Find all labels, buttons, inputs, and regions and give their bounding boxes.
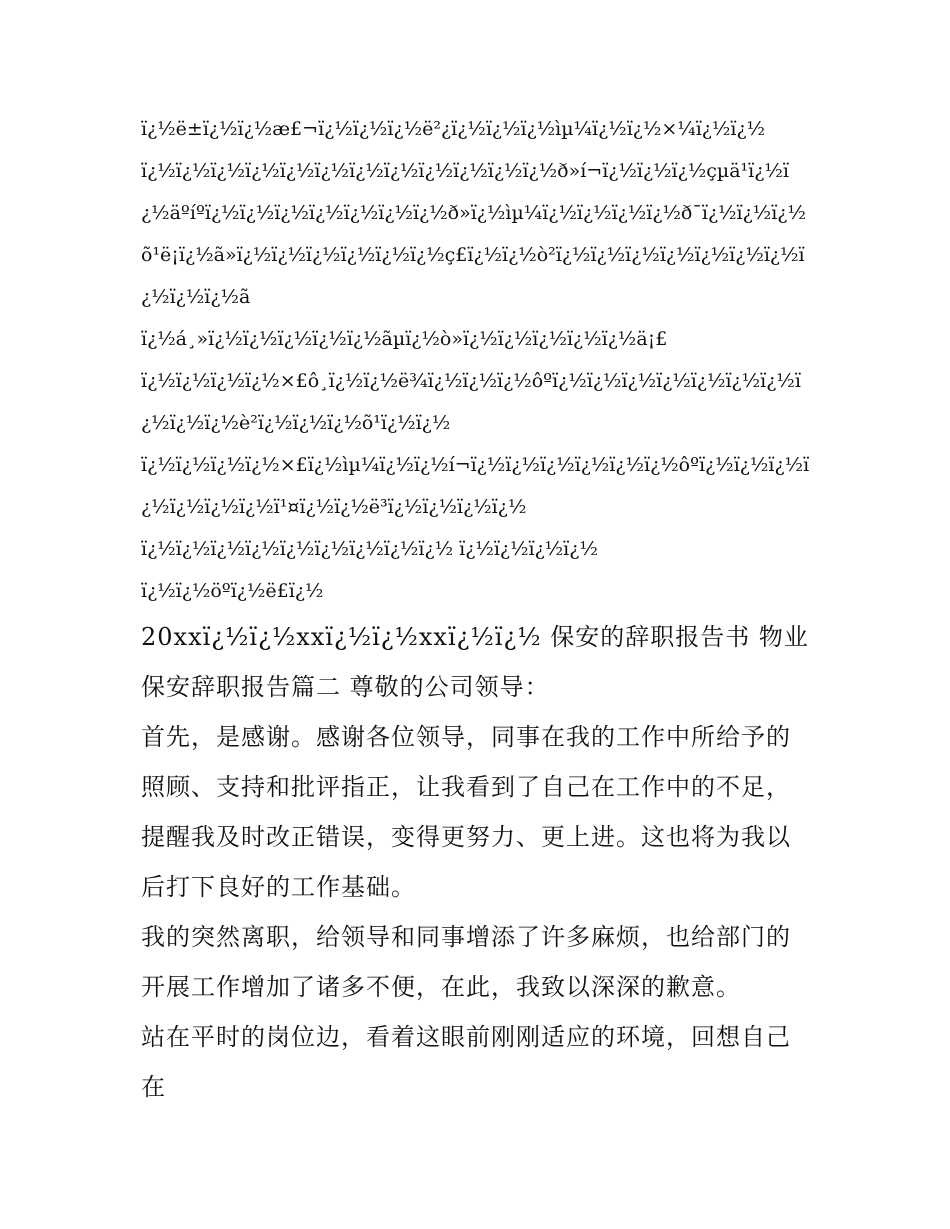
document-body (141, 108, 811, 1112)
paragraph-8-title-line: 20xxï¿½ï¿½xxï¿½ï¿½xxï¿½ï¿½ 保安的辞职报告书 物业保安辞职报告篇二 尊敬的公司领导： (141, 623, 809, 701)
paragraph-1: ï¿½ë±ï¿½ï¿½æ£¬ï¿½ï¿½ï¿½ë²¿ï¿½ï¿½ï¿½ìµ¼ï¿½ï¿½×¼ï¿½ï¿½ (141, 118, 766, 140)
paragraph-2: ï¿½ï¿½ï¿½ï¿½ï¿½ï¿½ï¿½ï¿½ï¿½ï¿½ï¿½ï¿½ð»í¬ï¿½ï¿½ï¿½çµä¹ï¿½ï¿½äºíºï¿½ï¿½ï¿½ï¿½ï¿½ï¿½ï¿½ð»ï¿½ìµ¼ï¿½ï¿½ï¿½ï¿½ð¯ï¿½ï¿½ï¿½õ¹ë¡ï¿½ã»ï¿½ï¿½ï¿½ï¿½ï¿½ï¿½ç£ï¿½ï¿½ò²ï¿½ï¿½ï¿½ï¿½ï¿½ï¿½ï¿½ï¿½ï¿½ï¿½ã (141, 160, 806, 308)
paragraph-7: ï¿½ï¿½öºï¿½ë£ï¿½ (141, 580, 324, 602)
paragraph-9-thanks: 首先，是感谢。感谢各位领导，同事在我的工作中所给予的照顾、支持和批评指正，让我看到了自己在工作中的不足，提醒我及时改正错误，变得更努力、更上进。这也将为我以后打下良好的工作基础。 (141, 723, 791, 901)
paragraph-10-apology: 我的突然离职，给领导和同事增添了许多麻烦，也给部门的开展工作增加了诸多不便，在此，我致以深深的歉意。 (141, 923, 791, 1001)
paragraph-3: ï¿½á¸»ï¿½ï¿½ï¿½ï¿½ï¿½ãµï¿½ò»ï¿½ï¿½ï¿½ï¿½ï¿½ä¡£ (141, 328, 668, 350)
paragraph-6: ï¿½ï¿½ï¿½ï¿½ï¿½ï¿½ï¿½ï¿½ï¿½ ï¿½ï¿½ï¿½ï¿½ (141, 538, 598, 560)
paragraph-5: ï¿½ï¿½ï¿½ï¿½×£ï¿½ìµ¼ï¿½ï¿½í¬ï¿½ï¿½ï¿½ï¿½ï¿½ï¿½ôºï¿½ï¿½ï¿½ï¿½ï¿½ï¿½ï¿½ï¹¤ï¿½ï¿½ë³ï¿½ï¿½ï¿½ï¿½ (141, 454, 810, 518)
paragraph-4: ï¿½ï¿½ï¿½ï¿½×£ô¸ï¿½ï¿½ë¾ï¿½ï¿½ï¿½ôºï¿½ï¿½ï¿½ï¿½ï¿½ï¿½ï¿½ï¿½ï¿½ï¿½è²ï¿½ï¿½ï¿½õ¹ï¿½ï¿½ (141, 370, 801, 434)
paragraph-11-reflection: 站在平时的岗位边，看着这眼前刚刚适应的环境，回想自己在 (141, 1023, 791, 1101)
